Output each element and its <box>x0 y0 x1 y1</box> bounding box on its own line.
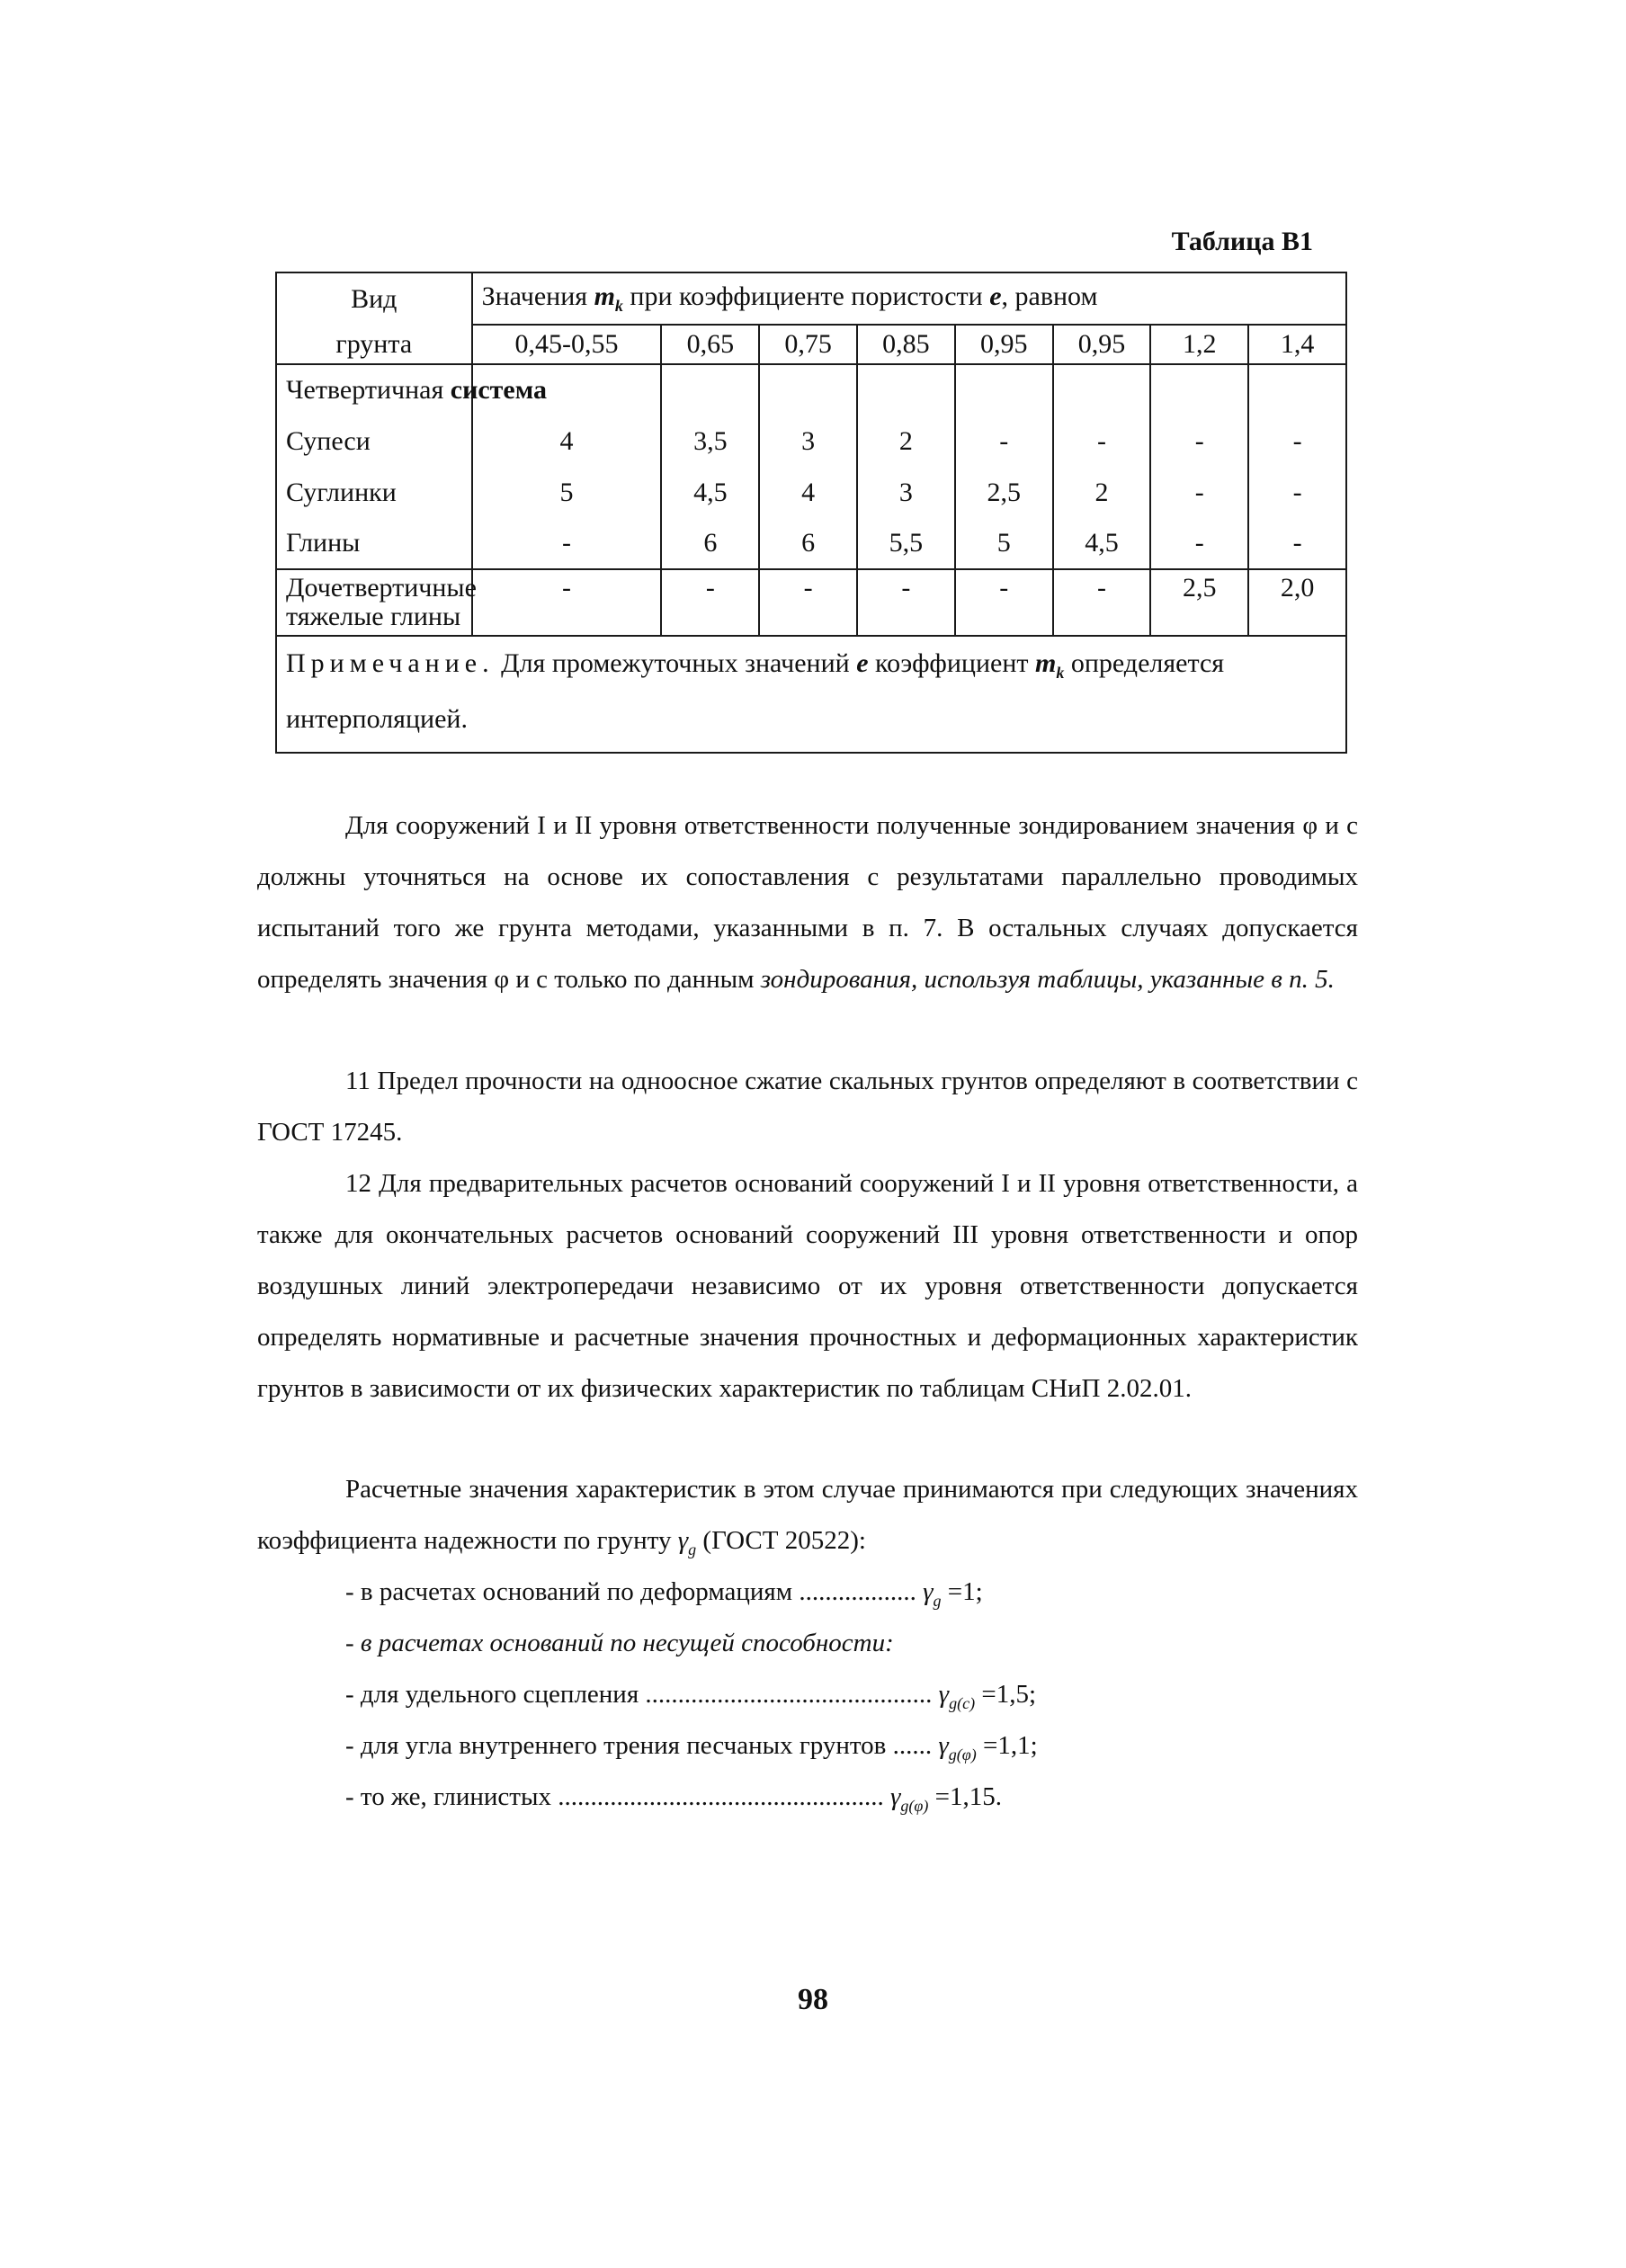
table-cell: - <box>1150 415 1248 467</box>
porosity-value: 0,65 <box>661 325 759 364</box>
list-item: - для удельного сцепления ............................................ $\gamma_{g(c)} =1,5$; <box>345 1680 1037 1712</box>
table-cell: 4 <box>472 415 662 467</box>
porosity-value: 0,95 <box>955 325 1053 364</box>
table-cell: 6 <box>661 518 759 569</box>
table-cell: - <box>1248 467 1346 518</box>
table-cell: 3,5 <box>661 415 759 467</box>
paragraph-4: Расчетные значения характеристик в этом случае принимаются при следующих значениях коэффициента надежности по грунту $\gamma_g$ (ГОСТ 20522): <box>257 1475 1358 1558</box>
porosity-value: 0,95 <box>1053 325 1151 364</box>
header-values-title: Значения $m_k$ при коэффициенте пористости e, равном <box>472 272 1346 325</box>
table-cell: - <box>955 415 1053 467</box>
row-name: Суглинки <box>276 467 472 518</box>
table-cell: 4 <box>759 467 857 518</box>
table-cell: - <box>472 569 662 636</box>
table-row <box>276 569 1346 636</box>
table-header-row <box>276 272 1346 325</box>
table-cell: - <box>1248 518 1346 569</box>
table-cell: - <box>1053 415 1151 467</box>
header-soil-type-line1: Вид <box>276 272 472 325</box>
table-cell: - <box>857 569 955 636</box>
section-label: Четвертичная система <box>276 364 472 415</box>
table-section-row <box>276 364 1346 415</box>
row-name: Глины <box>276 518 472 569</box>
row-name: Супеси <box>276 415 472 467</box>
page-number: 98 <box>798 1983 828 2016</box>
table-cell: 5,5 <box>857 518 955 569</box>
header-soil-type-line2: грунта <box>276 325 472 364</box>
table-cell: - <box>955 569 1053 636</box>
soil-coefficient-table <box>275 272 1347 754</box>
table-note: Примечание. Для промежуточных значений e коэффициент $m_k$ определяется интерполяцией. <box>276 636 1346 753</box>
porosity-value: 0,75 <box>759 325 857 364</box>
table-cell: 5 <box>472 467 662 518</box>
table-cell: 6 <box>759 518 857 569</box>
table-cell: - <box>1248 415 1346 467</box>
table-cell: 2 <box>1053 467 1151 518</box>
table-caption: Таблица В1 <box>1171 227 1313 256</box>
table-cell: - <box>472 518 662 569</box>
table-cell: 2 <box>857 415 955 467</box>
table-cell: - <box>661 569 759 636</box>
list-item: - то же, глинистых .................................................. $\gamma_{g(\varphi)} =1,15$. <box>345 1782 1002 1815</box>
table-cell: - <box>759 569 857 636</box>
table-note-row <box>276 636 1346 753</box>
porosity-value: 0,45-0,55 <box>472 325 662 364</box>
list-item: - в расчетах оснований по несущей способности: <box>345 1629 894 1657</box>
paragraph-1: Для сооружений I и II уровня ответственности полученные зондированием значения φ и c должны уточняться на основе их сопоставления с результатами параллельно проводимых испытаний того же грунта методами, указанными в п. 7. В остальных случаях допускается определять значения φ и c только по данным зондирования, используя таблицы, указанные в п. 5. <box>257 811 1358 994</box>
table-cell: - <box>1053 569 1151 636</box>
porosity-value: 1,2 <box>1150 325 1248 364</box>
paragraph-3: 12 Для предварительных расчетов оснований сооружений I и II уровня ответственности, а также для окончательных расчетов оснований сооружений III уровня ответственности и опор воздушных линий электропередачи независимо от их уровня ответственности допускается определять нормативные и расчетные значения прочностных и деформационных характеристик грунтов в зависимости от их физических характеристик по таблицам СНиП 2.02.01. <box>257 1169 1358 1403</box>
table-cell: 2,5 <box>955 467 1053 518</box>
table-porosity-row <box>276 325 1346 364</box>
table-cell: 2,0 <box>1248 569 1346 636</box>
list-item: - для угла внутреннего трения песчаных грунтов ...... $\gamma_{g(\varphi)} =1,1$; <box>345 1731 1038 1764</box>
paragraph-2: 11 Предел прочности на одноосное сжатие скальных грунтов определяют в соответствии с ГОСТ 17245. <box>257 1067 1358 1147</box>
porosity-value: 0,85 <box>857 325 955 364</box>
list-item: - в расчетах оснований по деформациям .................. $\gamma_g =1$; <box>345 1577 983 1610</box>
table-cell: 5 <box>955 518 1053 569</box>
row-name: Дочетвертичные тяжелые глины <box>276 569 472 636</box>
porosity-value: 1,4 <box>1248 325 1346 364</box>
table-cell: 3 <box>857 467 955 518</box>
table-row <box>276 467 1346 518</box>
table-cell: 3 <box>759 415 857 467</box>
table-cell: 4,5 <box>1053 518 1151 569</box>
table-cell: - <box>1150 518 1248 569</box>
table-row <box>276 518 1346 569</box>
table-cell: 4,5 <box>661 467 759 518</box>
table-cell: - <box>1150 467 1248 518</box>
table-cell: 2,5 <box>1150 569 1248 636</box>
table-row <box>276 415 1346 467</box>
